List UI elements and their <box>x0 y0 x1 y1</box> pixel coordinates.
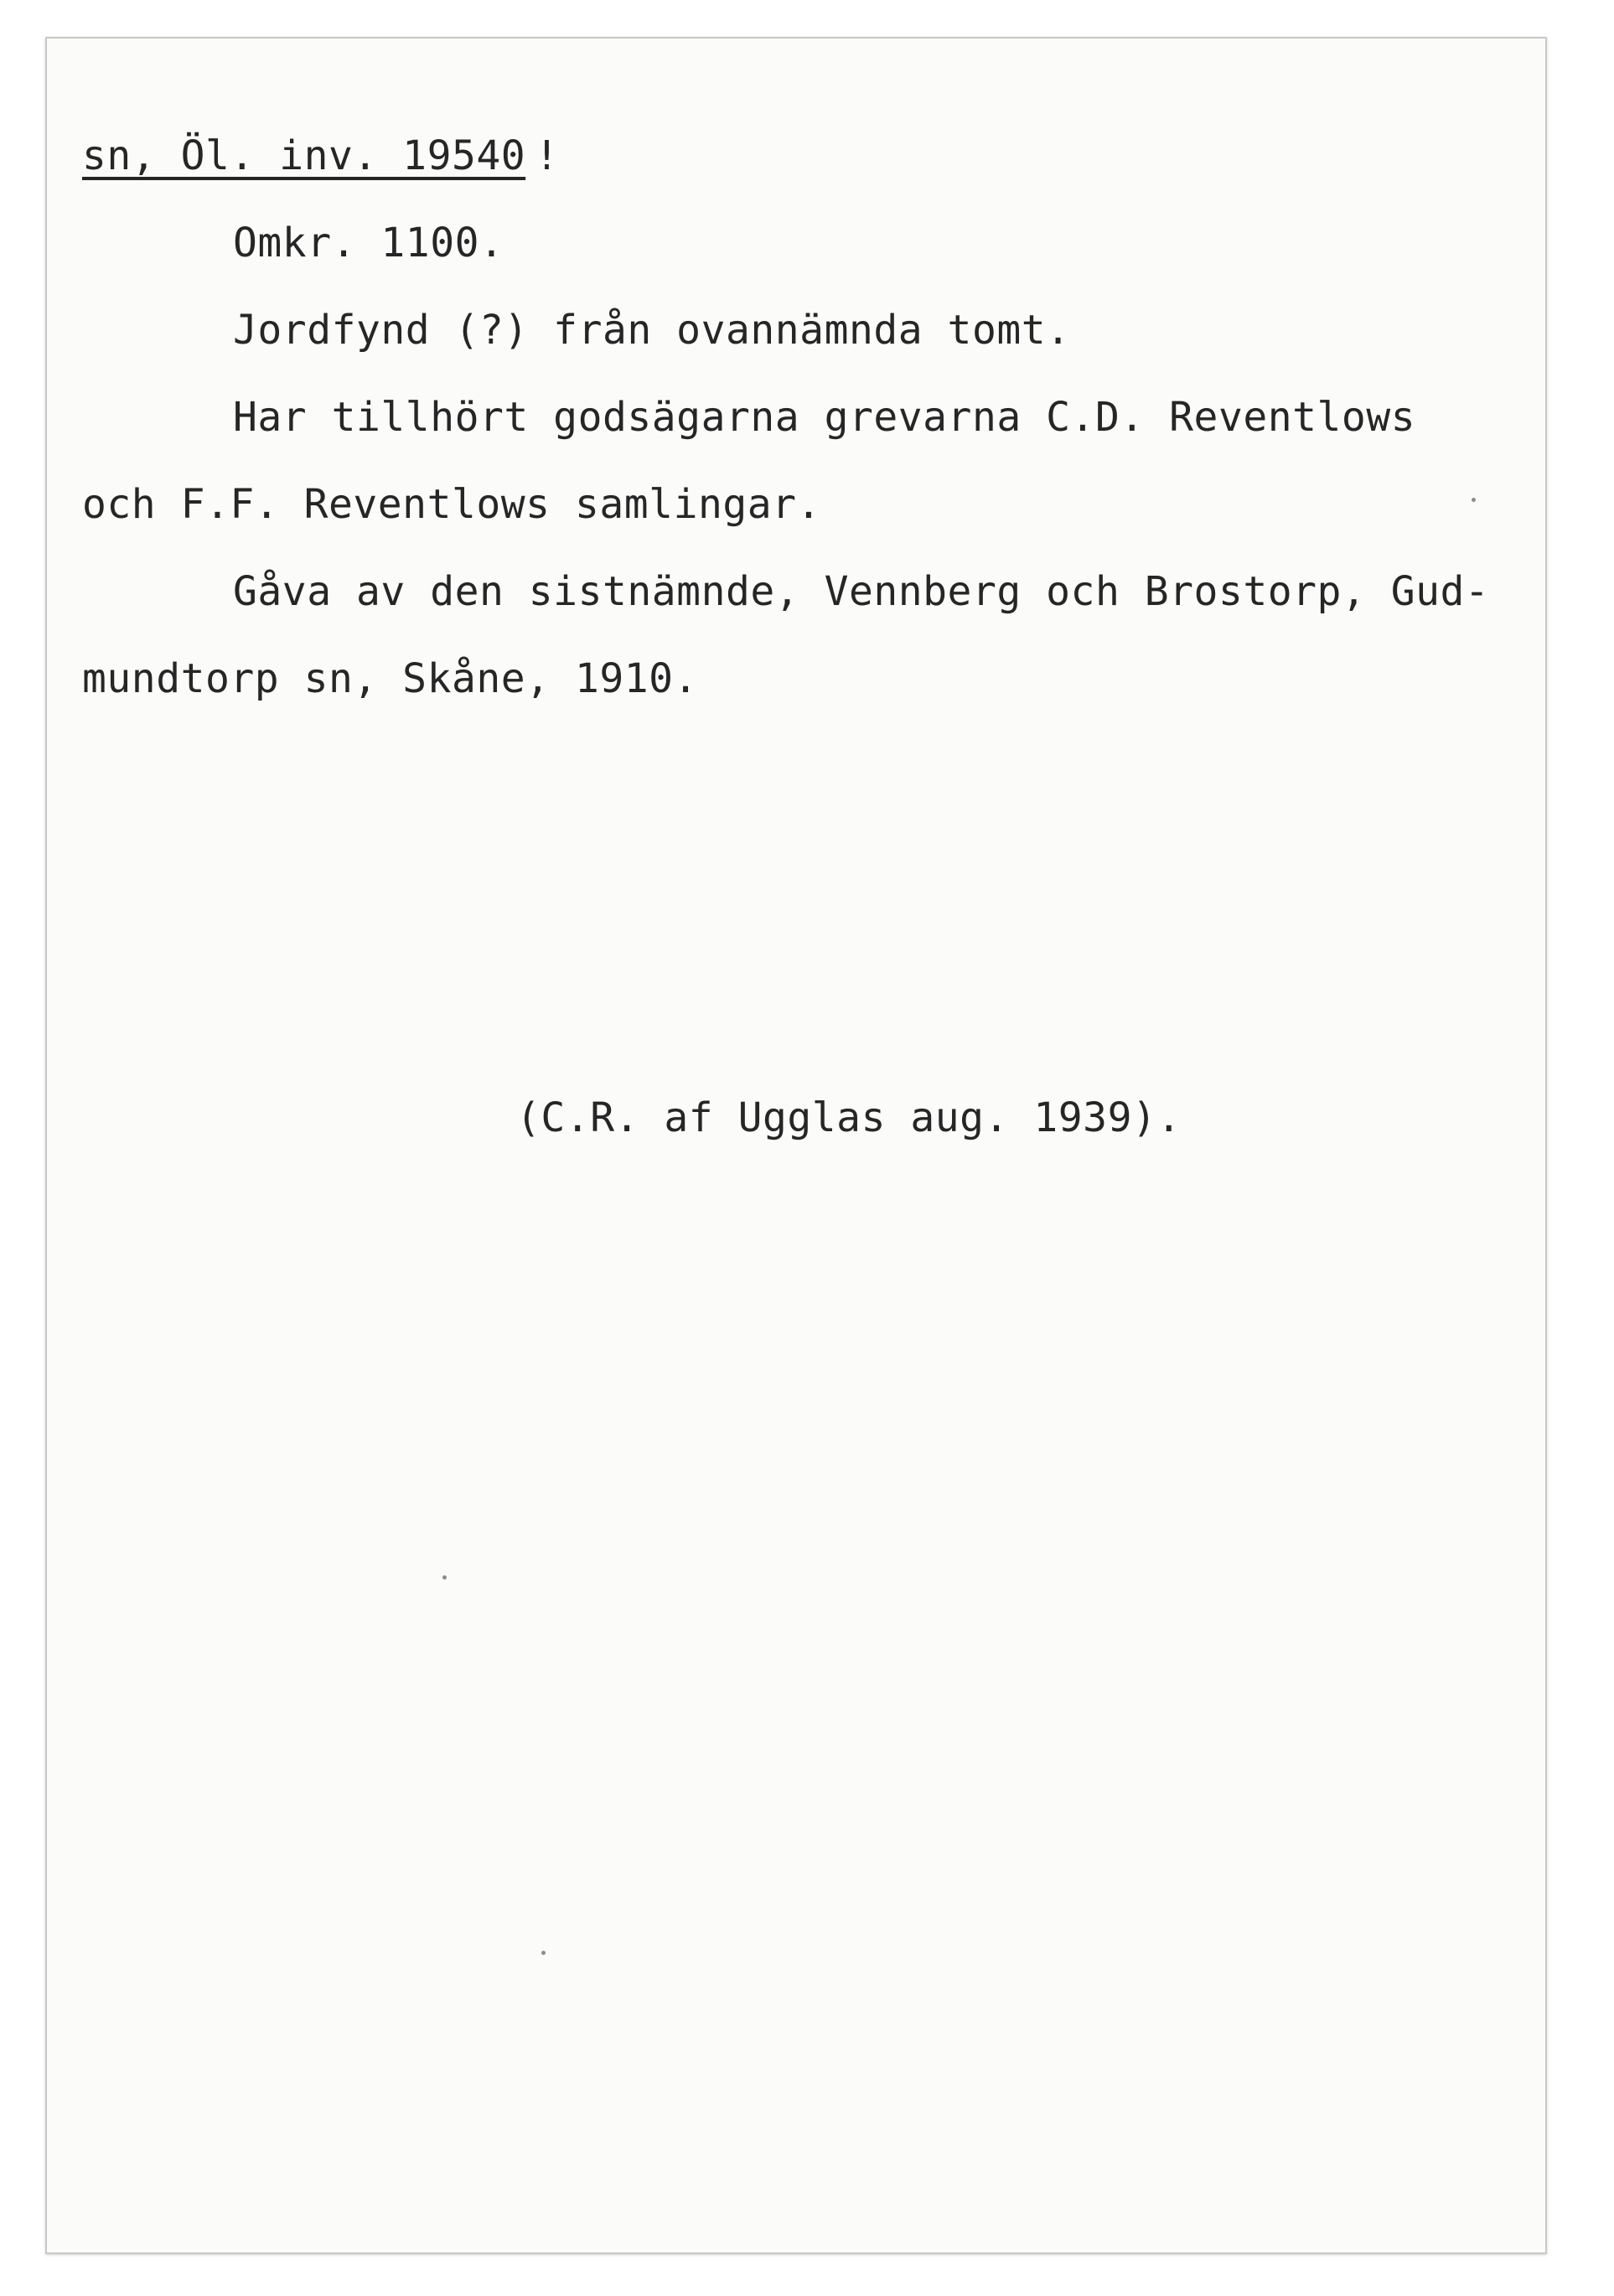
paper-speck <box>541 1951 546 1955</box>
card-line-find: Jordfynd (?) från ovannämnda tomt. <box>233 307 1071 354</box>
paper-speck <box>442 1575 447 1580</box>
card-heading-mark: ! <box>535 132 559 179</box>
catalog-card <box>45 37 1547 2254</box>
card-line-gift: Gåva av den sistnämnde, Vennberg och Brostorp, Gud- <box>233 568 1490 615</box>
card-line-date: Omkr. 1100. <box>233 220 504 266</box>
card-heading: sn, Öl. inv. 19540 <box>82 132 526 179</box>
paper-speck <box>1472 498 1476 502</box>
card-line-gift-cont: mundtorp sn, Skåne, 1910. <box>82 655 698 702</box>
card-line-provenance: Har tillhört godsägarna grevarna C.D. Reventlows <box>233 394 1416 441</box>
card-signature: (C.R. af Ugglas aug. 1939). <box>516 1094 1182 1141</box>
card-line-provenance-cont: och F.F. Reventlows samlingar. <box>82 481 821 528</box>
